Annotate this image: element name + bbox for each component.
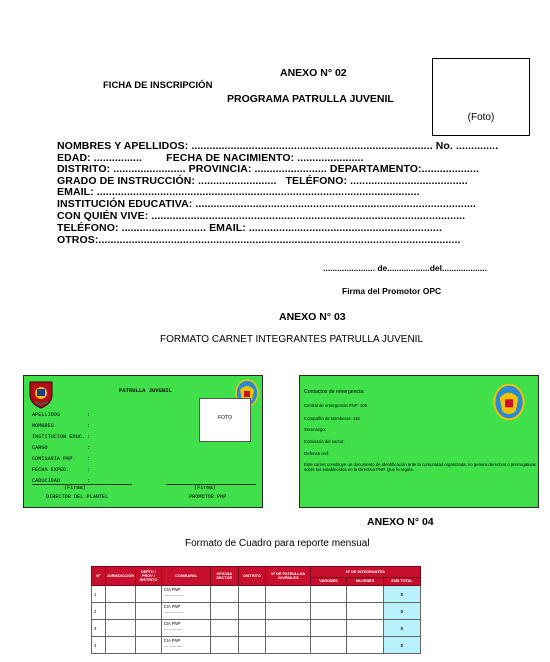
emergency-line-comisaria: Comisaría del sector: xyxy=(304,439,345,444)
emergency-line-defensa: Defensa civil: xyxy=(304,451,330,456)
header-mujeres: MUJERES xyxy=(347,578,383,586)
header-comisaria: COMISARIA xyxy=(161,567,210,586)
card-field-cargo: CARGO : xyxy=(32,445,91,451)
ficha-inscripcion-label: FICHA DE INSCRIPCIÓN xyxy=(103,80,213,91)
emergency-title: Contactos de emergencia: xyxy=(304,389,365,395)
card-header: PATRULLA JUVENIL xyxy=(119,387,172,394)
form-line-con-quien-vive: CON QUIÉN VIVE: ........................................................................................................ xyxy=(57,210,466,222)
header-integrantes: Nº DE INTEGRANTES xyxy=(310,567,420,578)
form-line-grado: GRADO DE INSTRUCCIÓN: .......................... TELÉFONO: ....................................... xyxy=(57,175,468,187)
header-oficina: OFICINA SECTOR xyxy=(210,567,238,586)
carnet-back xyxy=(299,375,539,508)
signature-label: Firma del Promotor OPC xyxy=(342,286,442,296)
card-director-label: DIRECTOR DEL PLANTEL xyxy=(46,494,109,500)
photo-box xyxy=(432,58,530,136)
card-firma-left: (Firma) xyxy=(64,485,86,491)
programa-title: PROGRAMA PATRULLA JUVENIL xyxy=(227,93,394,105)
anexo-04-subtitle: Formato de Cuadro para reporte mensual xyxy=(185,538,370,549)
header-jurisdiccion: JURISDICCIÓN xyxy=(105,567,135,586)
card-promotor-label: PROMOTOR PNP xyxy=(189,494,227,500)
card-field-apellidos: APELLIDOS : xyxy=(32,412,91,418)
header-subtotal: SUB TOTAL xyxy=(383,578,420,586)
table-row: 2 CIA PNP ................. 0 xyxy=(92,603,421,620)
card-photo-box: FOTO xyxy=(199,398,251,442)
table-row: 3 CIA PNP ................. 0 xyxy=(92,620,421,637)
photo-label: (Foto) xyxy=(467,112,495,123)
subtotal-cell: 0 xyxy=(383,637,420,654)
card-field-comisaria: COMISARIA PNP. : xyxy=(32,456,91,462)
card-field-institucion: INSTITUCION EDUC. : xyxy=(32,434,91,440)
form-line-telefono-email: TELÉFONO: ............................ EMAIL: ................................................................ xyxy=(57,222,442,234)
table-row: 4 CIA PNP ................. 0 xyxy=(92,637,421,654)
emergency-line-bomberos: Compañía de Bomberos: 116 xyxy=(304,416,360,421)
subtotal-cell: 0 xyxy=(383,620,420,637)
card-field-fecha: FECHA EXPED. : xyxy=(32,467,91,473)
header-distrito: DISTRITO xyxy=(238,567,266,586)
card-disclaimer: Este carnet constituye un documento de identificación ante la comunidad organizada, no genera derechos o prerrogativas sobre los establecidos en la Directiva PNP. Que lo regula. xyxy=(304,462,536,473)
form-line-otros: OTROS:........................................................................................................................ xyxy=(57,234,461,246)
form-line-distrito: DISTRITO: ........................ PROVINCIA: ........................ DEPARTAMENTO:................... xyxy=(57,163,479,175)
carnet-front xyxy=(23,375,263,508)
emblem-icon xyxy=(491,382,527,422)
signature-date-line: ...................... de..................del................... xyxy=(323,263,487,273)
header-depto: DEPTO / PROV / DISTRITO xyxy=(135,567,161,586)
card-firma-right: (Firma) xyxy=(194,485,216,491)
anexo-03-title: ANEXO N° 03 xyxy=(279,311,346,323)
emergency-line-central: Central de emergencia PNP: 105 xyxy=(304,403,368,408)
form-line-edad: EDAD: ................ FECHA DE NACIMIENTO: ...................... xyxy=(57,152,364,164)
header-n: Nº xyxy=(92,567,106,586)
card-field-nombres: NOMBRES : xyxy=(32,423,91,429)
report-table xyxy=(91,566,421,654)
header-varones: VARONES xyxy=(310,578,346,586)
anexo-04-title: ANEXO N° 04 xyxy=(367,516,434,528)
subtotal-cell: 0 xyxy=(383,586,420,603)
emergency-line-serenazgo: Serenazgo: xyxy=(304,427,326,432)
anexo-03-subtitle: FORMATO CARNET INTEGRANTES PATRULLA JUVENIL xyxy=(160,334,424,345)
pnp-crest-icon xyxy=(28,379,54,409)
form-line-institucion: INSTITUCIÓN EDUCATIVA: ............................................................................................. xyxy=(57,198,477,210)
card-field-caducidad: CADUCIDAD : xyxy=(32,478,91,484)
table-row: 1 CIA PNP ................. 0 xyxy=(92,586,421,603)
header-patrullas: Nº DE PATRULLAS JUVENILES xyxy=(266,567,310,586)
subtotal-cell: 0 xyxy=(383,603,420,620)
anexo-02-title: ANEXO N° 02 xyxy=(280,67,347,79)
form-line-email: EMAIL: ........................................................................................................... xyxy=(57,186,420,198)
form-line-nombres: NOMBRES Y APELLIDOS: ................................................................................ No. .............. xyxy=(57,140,499,152)
